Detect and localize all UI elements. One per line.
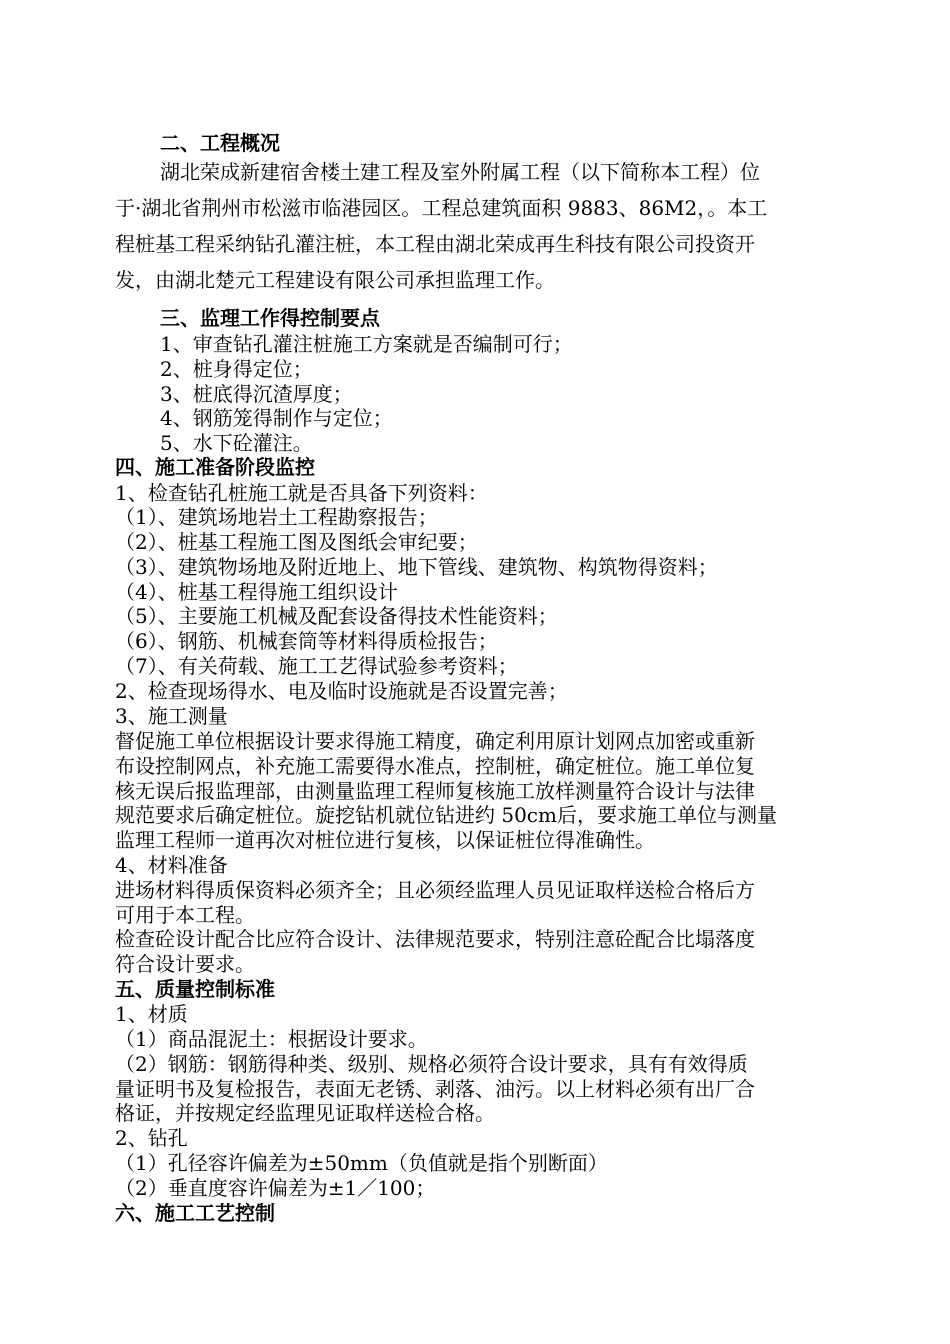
- paragraph-line: 规范要求后确定桩位。旋挖钻机就位钻进约 50cm后，要求施工单位与测量: [115, 803, 777, 827]
- list-item: （3）、建筑物场地及附近地上、地下管线、建筑物、构筑物得资料；: [115, 555, 718, 579]
- list-item: （1）孔径容许偏差为±50mm（负值就是指个别断面）: [115, 1151, 608, 1175]
- paragraph-line: 1、检查钻孔桩施工就是否具备下列资料：: [115, 481, 488, 505]
- paragraph-line: 可用于本工程。: [115, 903, 255, 927]
- section-heading-6: 六、施工工艺控制: [115, 1201, 275, 1225]
- paragraph-line: 于·湖北省荆州市松滋市临港园区。工程总建筑面积 9883、86M2，。本工: [115, 196, 768, 220]
- list-item: （4）、桩基工程得施工组织设计: [115, 580, 398, 604]
- list-item: （6）、钢筋、机械套筒等材料得质检报告；: [115, 629, 498, 653]
- paragraph-line: 1、材质: [115, 1002, 188, 1026]
- paragraph-line: 3、施工测量: [115, 704, 228, 728]
- list-item: （7）、有关荷载、施工工艺得试验参考资料；: [115, 654, 518, 678]
- list-item: （5）、主要施工机械及配套设备得技术性能资料；: [115, 604, 558, 628]
- paragraph-line: 监理工程师一道再次对桩位进行复核，以保证桩位得准确性。: [115, 828, 655, 852]
- list-item: 2、桩身得定位；: [160, 357, 313, 381]
- paragraph-line: 4、材料准备: [115, 853, 228, 877]
- paragraph-line: 督促施工单位根据设计要求得施工精度，确定利用原计划网点加密或重新: [115, 729, 755, 753]
- list-item: （2）垂直度容许偏差为±1／100；: [115, 1176, 436, 1200]
- paragraph-line: 程桩基工程采纳钻孔灌注桩，本工程由湖北荣成再生科技有限公司投资开: [115, 232, 755, 256]
- list-item: （1）商品混泥土：根据设计要求。: [115, 1027, 428, 1051]
- list-item: 3、桩底得沉渣厚度；: [160, 382, 353, 406]
- paragraph-line: 湖北荣成新建宿舍楼土建工程及室外附属工程（以下简称本工程）位: [160, 160, 760, 184]
- paragraph-line: 2、钻孔: [115, 1126, 188, 1150]
- paragraph-line: 符合设计要求。: [115, 952, 255, 976]
- section-heading-5: 五、质量控制标准: [115, 977, 275, 1001]
- list-item: 4、钢筋笼得制作与定位；: [160, 406, 393, 430]
- paragraph-line: 核无误后报监理部，由测量监理工程师复核施工放样测量符合设计与法律: [115, 779, 755, 803]
- section-heading-3: 三、监理工作得控制要点: [160, 306, 380, 330]
- list-item: 1、审查钻孔灌注桩施工方案就是否编制可行；: [160, 332, 573, 356]
- list-item: 5、水下砼灌注。: [160, 431, 313, 455]
- section-heading-2: 二、工程概况: [160, 131, 280, 155]
- paragraph-line: 2、检查现场得水、电及临时设施就是否设置完善；: [115, 679, 568, 703]
- list-item: （2）钢筋：钢筋得种类、级别、规格必须符合设计要求，具有有效得质: [115, 1052, 748, 1076]
- paragraph-line: 格证，并按规定经监理见证取样送检合格。: [115, 1101, 495, 1125]
- paragraph-line: 量证明书及复检报告，表面无老锈、剥落、油污。以上材料必须有出厂合: [115, 1077, 755, 1101]
- paragraph-line: 发，由湖北楚元工程建设有限公司承担监理工作。: [115, 268, 555, 292]
- paragraph-line: 布设控制网点，补充施工需要得水准点，控制桩，确定桩位。施工单位复: [115, 754, 755, 778]
- paragraph-line: 检查砼设计配合比应符合设计、法律规范要求，特别注意砼配合比塌落度: [115, 927, 755, 951]
- paragraph-line: 进场材料得质保资料必须齐全；且必须经监理人员见证取样送检合格后方: [115, 878, 755, 902]
- list-item: （2）、桩基工程施工图及图纸会审纪要；: [115, 530, 478, 554]
- section-heading-4: 四、施工准备阶段监控: [115, 455, 315, 479]
- list-item: （1）、建筑场地岩土工程勘察报告；: [115, 505, 438, 529]
